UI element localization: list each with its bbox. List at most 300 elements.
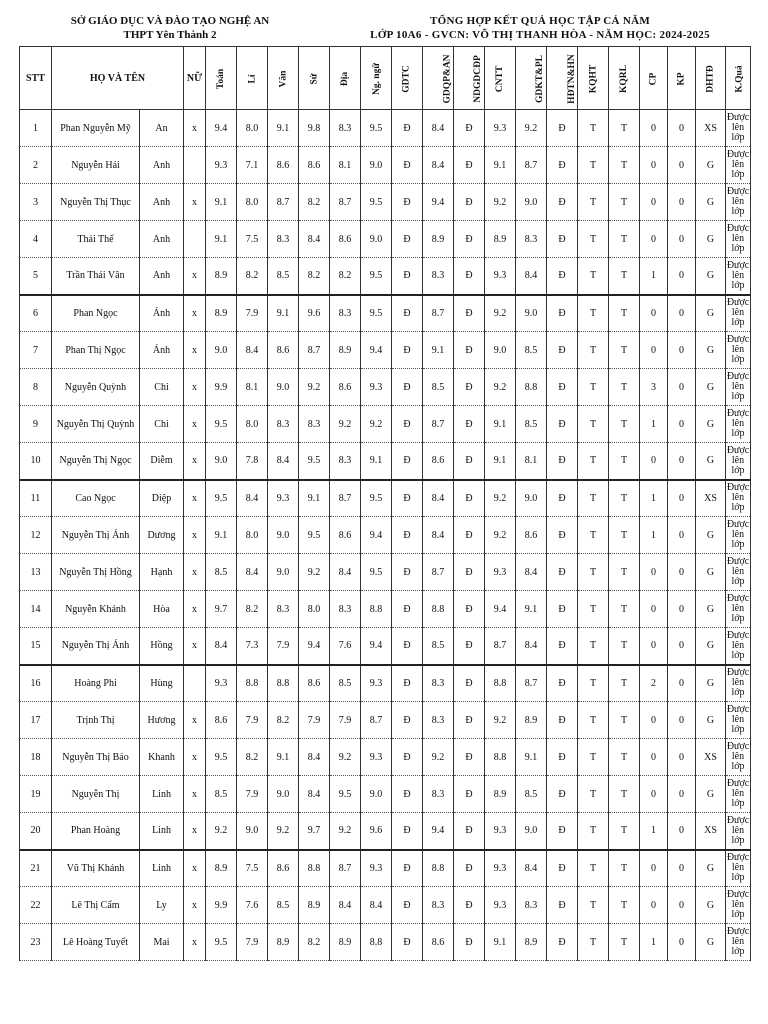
- cell-gdktpl: 9.1: [516, 591, 547, 628]
- cell-li: 8.2: [237, 591, 268, 628]
- table-row: [20, 480, 751, 517]
- col-hdtnhn: HĐTN&HN: [547, 47, 578, 110]
- cell-gdtc: Đ: [392, 258, 423, 295]
- cell-cp: 1: [640, 517, 668, 554]
- cell-li: 8.0: [237, 110, 268, 147]
- col-gdktpl: GDKT&PL: [516, 47, 547, 110]
- cell-van: 8.9: [268, 924, 299, 961]
- cell-van: 8.6: [268, 147, 299, 184]
- cell-su: 9.6: [299, 295, 330, 332]
- cell-ndgdcdp: Đ: [454, 443, 485, 480]
- cell-gdqpan: 8.3: [423, 776, 454, 813]
- cell-li: 8.8: [237, 665, 268, 702]
- cell-first: Anh: [140, 184, 184, 221]
- cell-li: 8.2: [237, 739, 268, 776]
- cell-first: Diễm: [140, 443, 184, 480]
- cell-dhtd: G: [696, 887, 726, 924]
- cell-female: [184, 665, 206, 702]
- cell-kp: 0: [668, 887, 696, 924]
- cell-su: 8.2: [299, 924, 330, 961]
- cell-female: x: [184, 443, 206, 480]
- cell-ngngu: 9.2: [361, 406, 392, 443]
- cell-van: 8.4: [268, 443, 299, 480]
- cell-gdktpl: 8.5: [516, 776, 547, 813]
- cell-result: Được lên lớp: [726, 406, 751, 443]
- cell-hdtnhn: Đ: [547, 110, 578, 147]
- col-kqua: K.Quả: [726, 47, 751, 110]
- class-info: LỚP 10A6 - GVCN: VÕ THỊ THANH HÒA - NĂM HỌC: 2024-2025: [370, 29, 710, 41]
- cell-dia: 8.1: [330, 147, 361, 184]
- cell-dia: 9.2: [330, 739, 361, 776]
- cell-kqrl: T: [609, 147, 640, 184]
- cell-gdqpan: 8.7: [423, 554, 454, 591]
- cell-result: Được lên lớp: [726, 850, 751, 887]
- cell-last: Trần Thái Vân: [52, 258, 140, 295]
- table-row: [20, 369, 751, 406]
- cell-stt: 8: [20, 369, 52, 406]
- cell-ngngu: 8.8: [361, 924, 392, 961]
- cell-dia: 8.7: [330, 184, 361, 221]
- cell-dhtd: G: [696, 776, 726, 813]
- cell-kp: 0: [668, 628, 696, 665]
- cell-cp: 0: [640, 702, 668, 739]
- cell-ngngu: 9.4: [361, 332, 392, 369]
- cell-kp: 0: [668, 665, 696, 702]
- cell-female: x: [184, 332, 206, 369]
- cell-stt: 21: [20, 850, 52, 887]
- cell-ndgdcdp: Đ: [454, 887, 485, 924]
- cell-su: 8.6: [299, 665, 330, 702]
- cell-gdktpl: 8.6: [516, 517, 547, 554]
- cell-kqht: T: [578, 332, 609, 369]
- cell-dia: 8.2: [330, 258, 361, 295]
- cell-gdtc: Đ: [392, 887, 423, 924]
- cell-stt: 9: [20, 406, 52, 443]
- cell-result: Được lên lớp: [726, 295, 751, 332]
- col-name: HỌ VÀ TÊN: [52, 47, 184, 110]
- cell-ngngu: 9.3: [361, 739, 392, 776]
- cell-first: Ánh: [140, 332, 184, 369]
- cell-van: 8.8: [268, 665, 299, 702]
- cell-gdktpl: 8.8: [516, 369, 547, 406]
- cell-cp: 0: [640, 295, 668, 332]
- cell-toan: 9.1: [206, 517, 237, 554]
- cell-toan: 9.9: [206, 887, 237, 924]
- cell-kqrl: T: [609, 480, 640, 517]
- cell-last: Nguyễn Khánh: [52, 591, 140, 628]
- cell-female: x: [184, 517, 206, 554]
- cell-kqrl: T: [609, 776, 640, 813]
- cell-cntt: 9.1: [485, 443, 516, 480]
- cell-hdtnhn: Đ: [547, 665, 578, 702]
- cell-toan: 9.5: [206, 739, 237, 776]
- cell-dia: 7.9: [330, 702, 361, 739]
- cell-hdtnhn: Đ: [547, 591, 578, 628]
- cell-toan: 9.3: [206, 147, 237, 184]
- cell-dhtd: G: [696, 443, 726, 480]
- cell-dhtd: G: [696, 628, 726, 665]
- cell-kqht: T: [578, 480, 609, 517]
- cell-van: 8.3: [268, 406, 299, 443]
- cell-stt: 19: [20, 776, 52, 813]
- cell-dia: 9.2: [330, 813, 361, 850]
- cell-toan: 8.4: [206, 628, 237, 665]
- cell-cntt: 9.2: [485, 184, 516, 221]
- cell-stt: 10: [20, 443, 52, 480]
- cell-dia: 8.5: [330, 665, 361, 702]
- cell-kqrl: T: [609, 517, 640, 554]
- cell-ndgdcdp: Đ: [454, 295, 485, 332]
- col-li: Lí: [237, 47, 268, 110]
- cell-gdktpl: 8.9: [516, 702, 547, 739]
- cell-van: 9.0: [268, 517, 299, 554]
- cell-gdqpan: 8.5: [423, 628, 454, 665]
- cell-hdtnhn: Đ: [547, 480, 578, 517]
- cell-result: Được lên lớp: [726, 554, 751, 591]
- cell-first: Hương: [140, 702, 184, 739]
- cell-result: Được lên lớp: [726, 443, 751, 480]
- cell-van: 9.1: [268, 295, 299, 332]
- cell-female: x: [184, 887, 206, 924]
- cell-kp: 0: [668, 369, 696, 406]
- cell-female: x: [184, 295, 206, 332]
- cell-cp: 1: [640, 924, 668, 961]
- cell-li: 8.4: [237, 332, 268, 369]
- cell-ndgdcdp: Đ: [454, 924, 485, 961]
- cell-kp: 0: [668, 813, 696, 850]
- cell-stt: 20: [20, 813, 52, 850]
- cell-first: Linh: [140, 850, 184, 887]
- cell-gdktpl: 9.0: [516, 184, 547, 221]
- cell-ngngu: 9.0: [361, 776, 392, 813]
- cell-kqrl: T: [609, 184, 640, 221]
- cell-cp: 0: [640, 110, 668, 147]
- cell-gdqpan: 9.4: [423, 813, 454, 850]
- cell-dhtd: G: [696, 221, 726, 258]
- cell-kp: 0: [668, 591, 696, 628]
- cell-ndgdcdp: Đ: [454, 110, 485, 147]
- cell-cntt: 9.2: [485, 702, 516, 739]
- cell-hdtnhn: Đ: [547, 406, 578, 443]
- cell-last: Nguyễn Thị Ánh: [52, 628, 140, 665]
- cell-result: Được lên lớp: [726, 924, 751, 961]
- cell-last: Nguyễn Quỳnh: [52, 369, 140, 406]
- cell-ngngu: 8.7: [361, 702, 392, 739]
- cell-toan: 9.0: [206, 332, 237, 369]
- cell-kqrl: T: [609, 813, 640, 850]
- cell-dhtd: G: [696, 332, 726, 369]
- cell-last: Nguyễn Thị Quỳnh: [52, 406, 140, 443]
- cell-cp: 1: [640, 813, 668, 850]
- cell-last: Trịnh Thị: [52, 702, 140, 739]
- cell-dia: 7.6: [330, 628, 361, 665]
- school-name: THPT Yên Thành 2: [123, 29, 217, 41]
- cell-gdktpl: 9.2: [516, 110, 547, 147]
- department-name: SỞ GIÁO DỤC VÀ ĐÀO TẠO NGHỆ AN: [70, 15, 270, 27]
- cell-li: 7.9: [237, 924, 268, 961]
- col-cntt: CNTT: [485, 47, 516, 110]
- cell-ngngu: 9.3: [361, 850, 392, 887]
- cell-gdtc: Đ: [392, 554, 423, 591]
- cell-dhtd: G: [696, 665, 726, 702]
- cell-dhtd: XS: [696, 110, 726, 147]
- cell-cntt: 9.3: [485, 887, 516, 924]
- cell-toan: 8.5: [206, 554, 237, 591]
- cell-hdtnhn: Đ: [547, 184, 578, 221]
- cell-kqht: T: [578, 295, 609, 332]
- cell-hdtnhn: Đ: [547, 443, 578, 480]
- cell-kqrl: T: [609, 628, 640, 665]
- cell-female: x: [184, 776, 206, 813]
- cell-gdktpl: 8.4: [516, 258, 547, 295]
- table-row: [20, 295, 751, 332]
- col-kqrl: KQRL: [609, 47, 640, 110]
- cell-cp: 0: [640, 628, 668, 665]
- cell-su: 9.4: [299, 628, 330, 665]
- cell-ndgdcdp: Đ: [454, 739, 485, 776]
- cell-kqrl: T: [609, 924, 640, 961]
- cell-dhtd: G: [696, 850, 726, 887]
- report-title: TỔNG HỢP KẾT QUẢ HỌC TẬP CẢ NĂM: [429, 15, 651, 27]
- cell-kqht: T: [578, 850, 609, 887]
- cell-stt: 5: [20, 258, 52, 295]
- cell-gdktpl: 8.4: [516, 554, 547, 591]
- cell-first: Hạnh: [140, 554, 184, 591]
- cell-van: 9.0: [268, 369, 299, 406]
- cell-gdtc: Đ: [392, 221, 423, 258]
- cell-cp: 0: [640, 332, 668, 369]
- document-header-left: [40, 14, 300, 42]
- cell-su: 9.2: [299, 369, 330, 406]
- cell-van: 7.9: [268, 628, 299, 665]
- table-row: [20, 924, 751, 961]
- cell-kqht: T: [578, 887, 609, 924]
- cell-female: x: [184, 628, 206, 665]
- cell-van: 9.1: [268, 739, 299, 776]
- cell-result: Được lên lớp: [726, 147, 751, 184]
- cell-first: Ly: [140, 887, 184, 924]
- table-row: [20, 443, 751, 480]
- cell-first: Mai: [140, 924, 184, 961]
- cell-gdqpan: 9.4: [423, 184, 454, 221]
- col-dhtd: DHTĐ: [696, 47, 726, 110]
- cell-first: Dương: [140, 517, 184, 554]
- cell-gdktpl: 8.9: [516, 924, 547, 961]
- cell-kp: 0: [668, 332, 696, 369]
- cell-result: Được lên lớp: [726, 332, 751, 369]
- cell-female: x: [184, 369, 206, 406]
- cell-ngngu: 9.3: [361, 369, 392, 406]
- cell-cp: 0: [640, 184, 668, 221]
- cell-stt: 2: [20, 147, 52, 184]
- cell-female: x: [184, 702, 206, 739]
- cell-toan: 9.7: [206, 591, 237, 628]
- cell-kp: 0: [668, 295, 696, 332]
- cell-cp: 0: [640, 850, 668, 887]
- table-row: [20, 628, 751, 665]
- cell-gdtc: Đ: [392, 850, 423, 887]
- cell-gdqpan: 8.4: [423, 517, 454, 554]
- cell-dia: 8.4: [330, 887, 361, 924]
- cell-su: 8.2: [299, 258, 330, 295]
- cell-ngngu: 9.4: [361, 628, 392, 665]
- cell-su: 7.9: [299, 702, 330, 739]
- cell-last: Nguyễn Thị Ánh: [52, 517, 140, 554]
- cell-stt: 4: [20, 221, 52, 258]
- cell-dia: 8.6: [330, 517, 361, 554]
- cell-gdqpan: 8.6: [423, 924, 454, 961]
- cell-dhtd: G: [696, 924, 726, 961]
- cell-ndgdcdp: Đ: [454, 554, 485, 591]
- cell-dia: 8.3: [330, 295, 361, 332]
- cell-su: 8.0: [299, 591, 330, 628]
- cell-cntt: 9.1: [485, 147, 516, 184]
- cell-female: x: [184, 110, 206, 147]
- cell-cp: 0: [640, 887, 668, 924]
- cell-toan: 9.5: [206, 924, 237, 961]
- cell-ngngu: 9.5: [361, 295, 392, 332]
- cell-cp: 0: [640, 554, 668, 591]
- cell-kqht: T: [578, 776, 609, 813]
- cell-female: x: [184, 591, 206, 628]
- cell-li: 9.0: [237, 813, 268, 850]
- cell-last: Vũ Thị Khánh: [52, 850, 140, 887]
- cell-gdktpl: 8.7: [516, 147, 547, 184]
- cell-gdtc: Đ: [392, 591, 423, 628]
- cell-stt: 7: [20, 332, 52, 369]
- cell-kqrl: T: [609, 258, 640, 295]
- cell-gdqpan: 9.2: [423, 739, 454, 776]
- cell-su: 8.7: [299, 332, 330, 369]
- col-toan: Toán: [206, 47, 237, 110]
- col-dia: Địa: [330, 47, 361, 110]
- cell-dia: 8.4: [330, 554, 361, 591]
- cell-gdqpan: 8.4: [423, 147, 454, 184]
- cell-ndgdcdp: Đ: [454, 184, 485, 221]
- cell-first: Chi: [140, 369, 184, 406]
- cell-female: [184, 147, 206, 184]
- cell-cntt: 9.0: [485, 332, 516, 369]
- cell-dia: 8.3: [330, 443, 361, 480]
- cell-cntt: 9.3: [485, 850, 516, 887]
- cell-stt: 18: [20, 739, 52, 776]
- cell-kp: 0: [668, 850, 696, 887]
- cell-last: Nguyễn Thị Ngọc: [52, 443, 140, 480]
- cell-ngngu: 9.5: [361, 480, 392, 517]
- cell-hdtnhn: Đ: [547, 813, 578, 850]
- cell-ngngu: 9.5: [361, 554, 392, 591]
- cell-ngngu: 9.0: [361, 147, 392, 184]
- cell-stt: 3: [20, 184, 52, 221]
- cell-gdqpan: 8.3: [423, 665, 454, 702]
- cell-kp: 0: [668, 406, 696, 443]
- cell-gdktpl: 9.0: [516, 813, 547, 850]
- cell-van: 9.2: [268, 813, 299, 850]
- cell-kqrl: T: [609, 221, 640, 258]
- cell-toan: 8.5: [206, 776, 237, 813]
- cell-result: Được lên lớp: [726, 665, 751, 702]
- cell-result: Được lên lớp: [726, 258, 751, 295]
- cell-stt: 6: [20, 295, 52, 332]
- col-kqht: KQHT: [578, 47, 609, 110]
- cell-cntt: 9.3: [485, 554, 516, 591]
- cell-last: Cao Ngọc: [52, 480, 140, 517]
- cell-result: Được lên lớp: [726, 887, 751, 924]
- cell-kqht: T: [578, 406, 609, 443]
- table-row: [20, 702, 751, 739]
- cell-toan: 8.9: [206, 258, 237, 295]
- cell-ndgdcdp: Đ: [454, 221, 485, 258]
- cell-gdtc: Đ: [392, 739, 423, 776]
- cell-li: 7.5: [237, 850, 268, 887]
- cell-dhtd: G: [696, 369, 726, 406]
- cell-kp: 0: [668, 184, 696, 221]
- cell-gdtc: Đ: [392, 332, 423, 369]
- cell-kqrl: T: [609, 554, 640, 591]
- cell-result: Được lên lớp: [726, 369, 751, 406]
- cell-kp: 0: [668, 517, 696, 554]
- cell-dhtd: XS: [696, 739, 726, 776]
- cell-hdtnhn: Đ: [547, 702, 578, 739]
- cell-result: Được lên lớp: [726, 517, 751, 554]
- cell-hdtnhn: Đ: [547, 369, 578, 406]
- col-cp: CP: [640, 47, 668, 110]
- cell-gdtc: Đ: [392, 813, 423, 850]
- cell-cp: 0: [640, 221, 668, 258]
- cell-female: x: [184, 406, 206, 443]
- cell-dhtd: G: [696, 554, 726, 591]
- cell-last: Nguyễn Hải: [52, 147, 140, 184]
- cell-dia: 8.7: [330, 850, 361, 887]
- cell-toan: 9.4: [206, 110, 237, 147]
- cell-gdktpl: 8.7: [516, 665, 547, 702]
- cell-dia: 8.7: [330, 480, 361, 517]
- cell-cp: 0: [640, 147, 668, 184]
- cell-last: Thái Thế: [52, 221, 140, 258]
- table-row: [20, 813, 751, 850]
- cell-gdqpan: 8.4: [423, 480, 454, 517]
- cell-ndgdcdp: Đ: [454, 628, 485, 665]
- cell-toan: 8.6: [206, 702, 237, 739]
- cell-kqht: T: [578, 665, 609, 702]
- cell-dhtd: G: [696, 184, 726, 221]
- col-su: Sử: [299, 47, 330, 110]
- cell-gdtc: Đ: [392, 295, 423, 332]
- cell-cntt: 9.2: [485, 369, 516, 406]
- cell-first: Anh: [140, 221, 184, 258]
- cell-stt: 12: [20, 517, 52, 554]
- cell-toan: 9.5: [206, 406, 237, 443]
- cell-gdktpl: 8.1: [516, 443, 547, 480]
- table-row: [20, 184, 751, 221]
- cell-cp: 3: [640, 369, 668, 406]
- cell-su: 8.4: [299, 776, 330, 813]
- cell-result: Được lên lớp: [726, 110, 751, 147]
- cell-cntt: 8.9: [485, 776, 516, 813]
- cell-gdktpl: 8.5: [516, 406, 547, 443]
- cell-ndgdcdp: Đ: [454, 813, 485, 850]
- cell-last: Phan Thị Ngọc: [52, 332, 140, 369]
- cell-first: Anh: [140, 258, 184, 295]
- cell-stt: 13: [20, 554, 52, 591]
- table-row: [20, 665, 751, 702]
- cell-stt: 1: [20, 110, 52, 147]
- cell-dhtd: G: [696, 406, 726, 443]
- cell-ngngu: 9.5: [361, 110, 392, 147]
- cell-van: 8.5: [268, 258, 299, 295]
- cell-stt: 22: [20, 887, 52, 924]
- cell-li: 7.3: [237, 628, 268, 665]
